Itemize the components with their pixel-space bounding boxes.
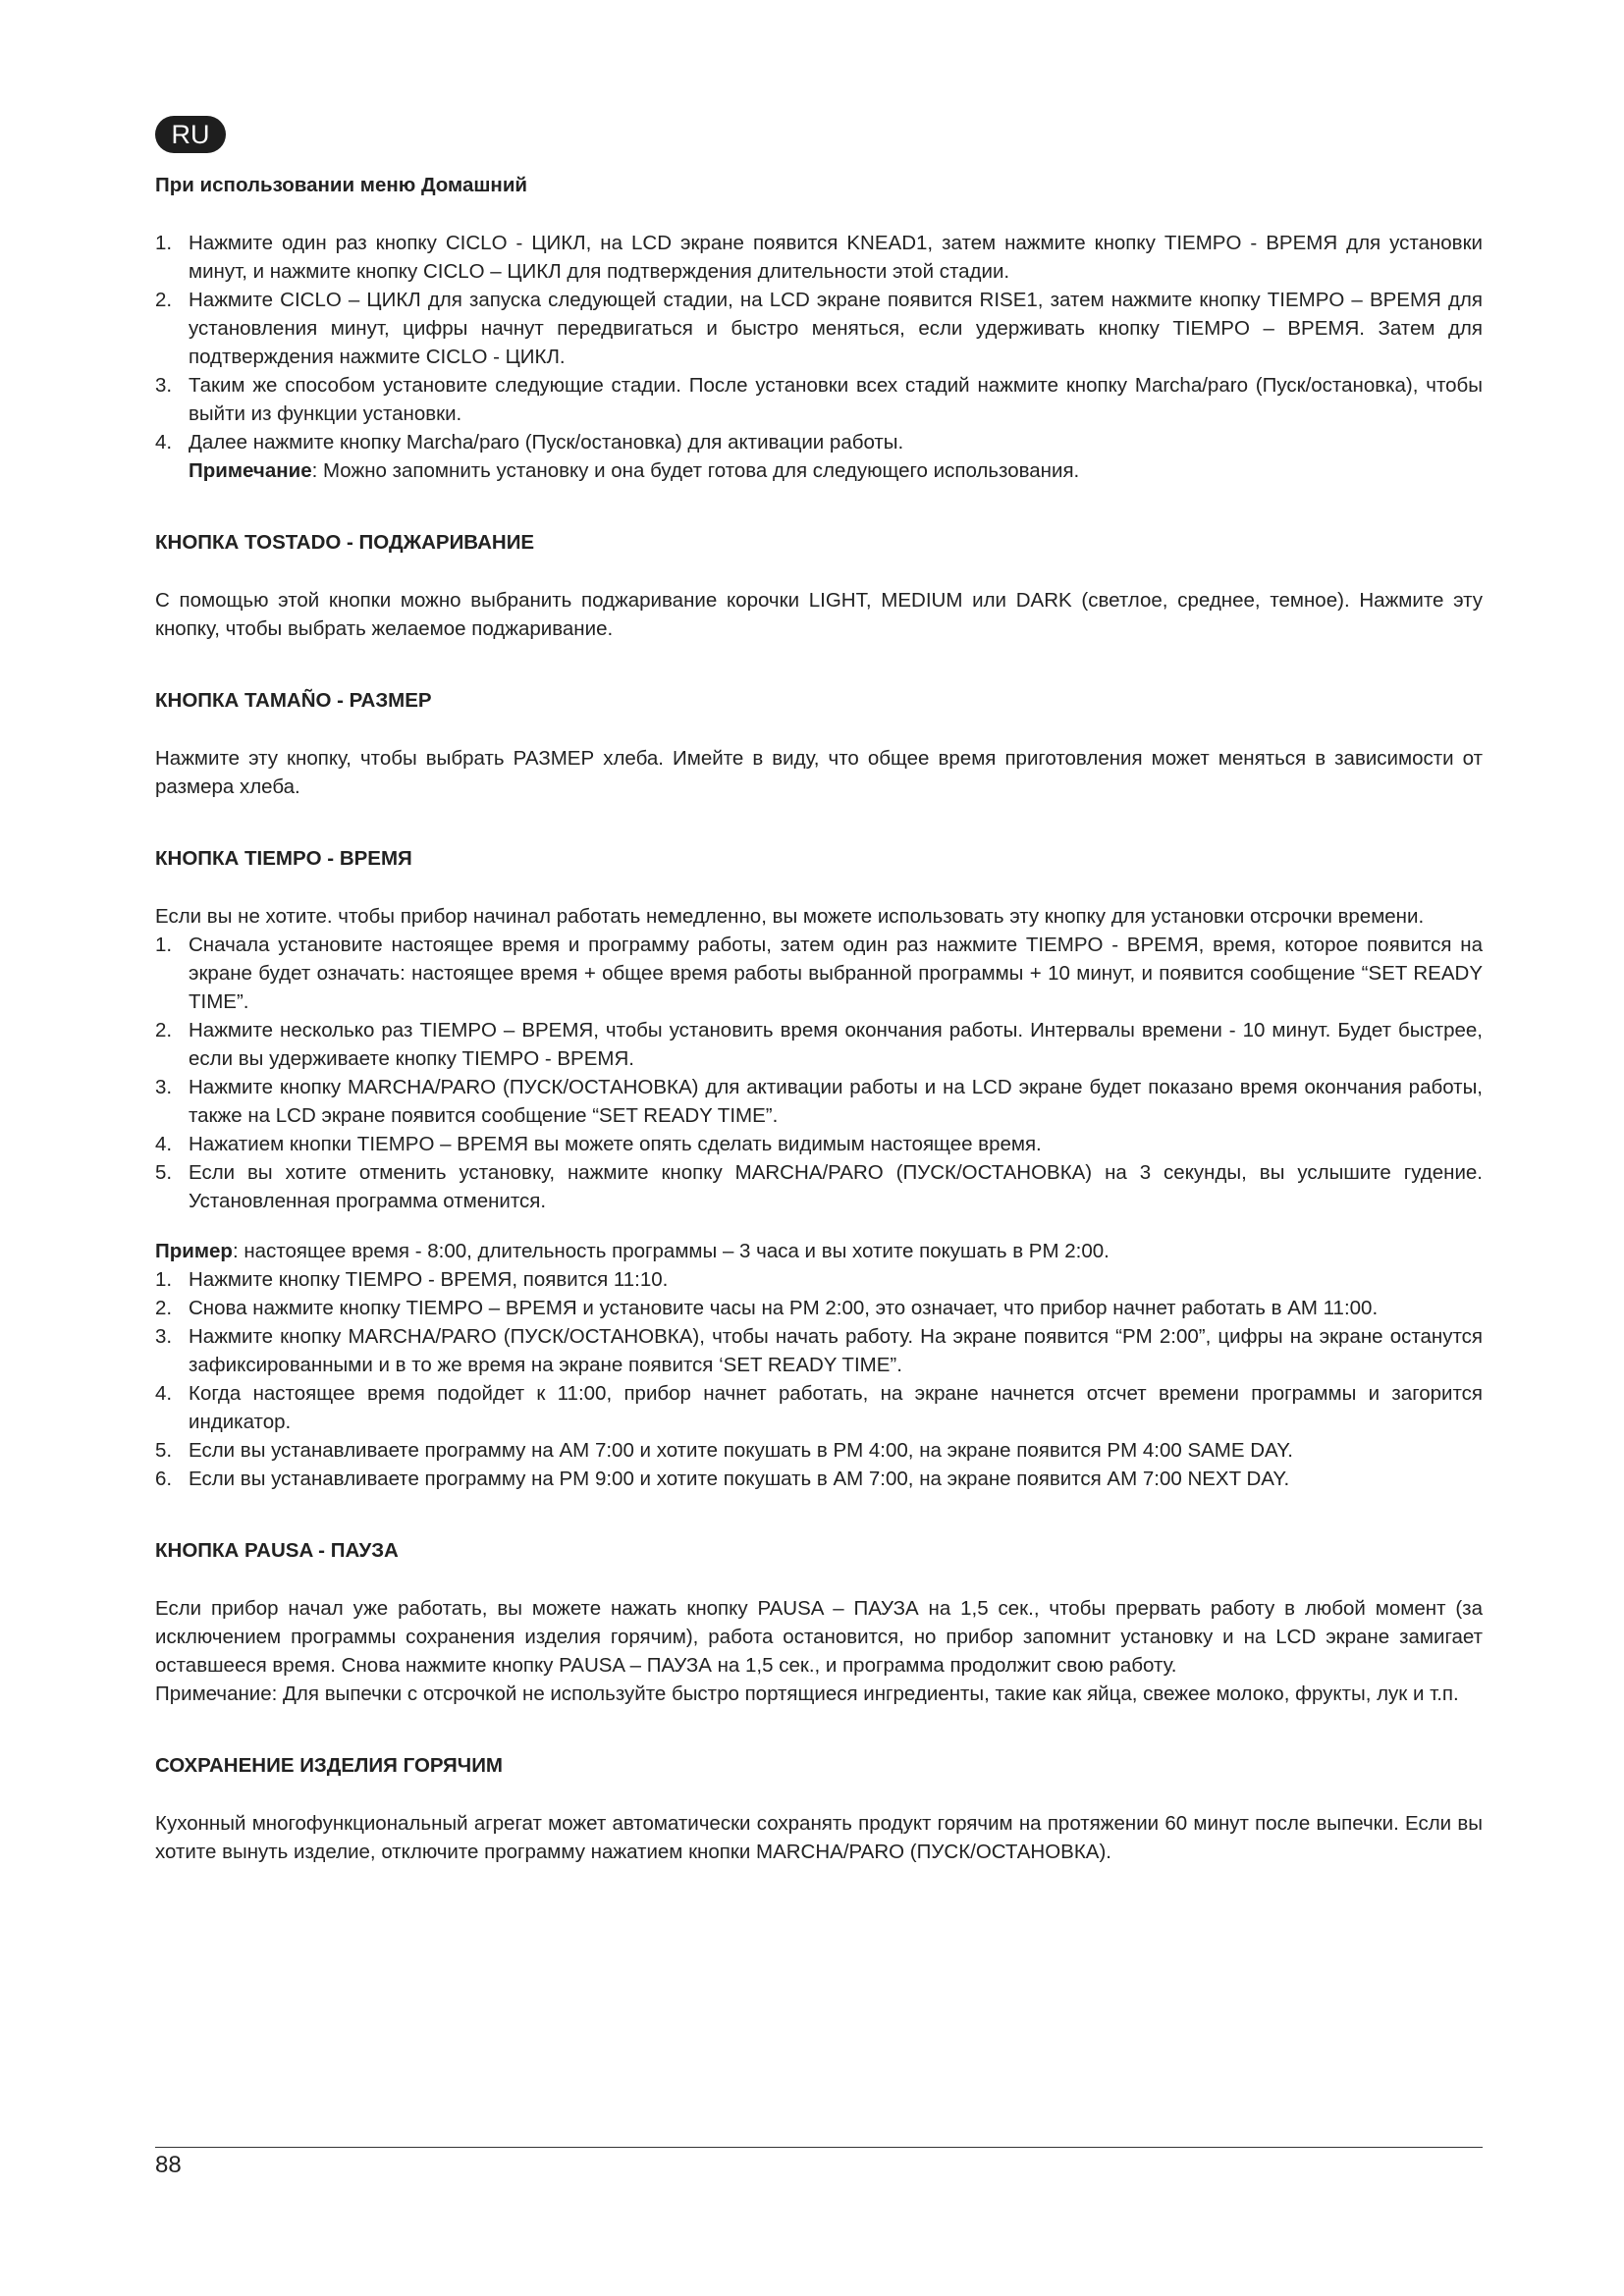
list-item: 3. Нажмите кнопку MARCHA/PARO (ПУСК/ОСТАНОВКА), чтобы начать работу. На экране появится “PM 2:00”, цифры на экране останутся зафиксированными и в то же время на экране появится ‘SET READY TIME”.	[155, 1325, 1483, 1376]
list-item: 2. Снова нажмите кнопку TIEMPO – ВРЕМЯ и установите часы на PM 2:00, это означает, что прибор начнет работать в AM 11:00.	[155, 1297, 1379, 1319]
list-item: 1. Нажмите один раз кнопку CICLO - ЦИКЛ, на LCD экране появится KNEAD1, затем нажмите кнопку TIEMPO - ВРЕМЯ для установки минут, и нажмите кнопку CICLO – ЦИКЛ для подтверждения длительности этой стадии.	[155, 232, 1483, 283]
keep-warm-text: Кухонный многофункциональный агрегат может автоматически сохранять продукт горячим на протяжении 60 минут после выпечки. Если вы хотите вынуть изделие, отключите программу нажатием кнопки MARCHA/PARO (ПУСК/ОСТАНОВКА).	[155, 1812, 1483, 1863]
tostado-heading: КНОПКА TOSTADO - ПОДЖАРИВАНИЕ	[155, 531, 535, 554]
home-menu-heading: При использовании меню Домашний	[155, 174, 528, 196]
tiempo-intro: Если вы не хотите. чтобы прибор начинал работать немедленно, вы можете использовать эту кнопку для установки отсрочки времени.	[155, 905, 1425, 928]
note-label: Примечание	[189, 459, 312, 482]
list-item: 3. Нажмите кнопку MARCHA/PARO (ПУСК/ОСТАНОВКА) для активации работы и на LCD экране будет показано время окончания работы, также на LCD экране появится сообщение “SET READY TIME”.	[155, 1076, 1483, 1127]
tiempo-heading: КНОПКА TIEMPO - ВРЕМЯ	[155, 847, 412, 870]
list-item: 3. Таким же способом установите следующие стадии. После установки всех стадий нажмите кнопку Marcha/paro (Пуск/остановка), чтобы выйти из функции установки.	[155, 374, 1483, 425]
example-text: : настоящее время - 8:00, длительность программы – 3 часа и вы хотите покушать в PM 2:00.	[232, 1240, 1110, 1262]
tiempo-steps	[155, 931, 1483, 1215]
pausa-heading: КНОПКА PAUSA - ПАУЗА	[155, 1539, 399, 1562]
example-steps	[155, 1265, 1483, 1493]
list-item: 5. Если вы хотите отменить установку, нажмите кнопку MARCHA/PARO (ПУСК/ОСТАНОВКА) на 3 секунды, вы услышите гудение. Установленная программа отменится.	[155, 1161, 1483, 1212]
list-item: 6. Если вы устанавливаете программу на PM 9:00 и хотите покушать в AM 7:00, на экране появится AM 7:00 NEXT DAY.	[155, 1468, 1290, 1490]
home-menu-steps	[155, 229, 1483, 456]
tostado-text: С помощью этой кнопки можно выбранить поджаривание корочки LIGHT, MEDIUM или DARK (светлое, среднее, темное). Нажмите эту кнопку, чтобы выбрать желаемое поджаривание.	[155, 589, 1483, 640]
list-item: 1. Сначала установите настоящее время и программу работы, затем один раз нажмите TIEMPO - ВРЕМЯ, время, которое появится на экране будет означать: настоящее время + общее время работы выбранной программы + 10 минут, и появится сообщение “SET READY TIME”.	[155, 934, 1483, 1013]
pausa-text: Если прибор начал уже работать, вы можете нажать кнопку PAUSA – ПАУЗА на 1,5 сек., чтобы прервать работу в любой момент (за исключением программы сохранения изделия горячим), работа остановится, но прибор запомнит установку и на LCD экране замигает оставшееся время. Снова нажмите кнопку PAUSA – ПАУЗА на 1,5 сек., и программа продолжит свою работу.	[155, 1597, 1483, 1677]
list-item: 4. Нажатием кнопки TIEMPO – ВРЕМЯ вы можете опять сделать видимым настоящее время.	[155, 1133, 1042, 1155]
example-label: Пример	[155, 1240, 233, 1262]
document-content	[155, 171, 1483, 1866]
page-number: 88	[155, 2152, 182, 2178]
footer-divider	[155, 2147, 1483, 2148]
list-item: 2. Нажмите CICLO – ЦИКЛ для запуска следующей стадии, на LCD экране появится RISE1, затем нажмите кнопку TIEMPO – ВРЕМЯ для установления минут, цифры начнут передвигаться и быстро меняться, если удерживать кнопку TIEMPO – ВРЕМЯ. Затем для подтверждения нажмите CICLO - ЦИКЛ.	[155, 289, 1483, 368]
list-item: 4. Далее нажмите кнопку Marcha/paro (Пуск/остановка) для активации работы.	[155, 431, 904, 454]
list-item: 4. Когда настоящее время подойдет к 11:00, прибор начнет работать, на экране начнется отсчет времени программы и загорится индикатор.	[155, 1382, 1483, 1433]
tamano-heading: КНОПКА TAMAÑO - РАЗМЕР	[155, 689, 432, 712]
note-text: : Можно запомнить установку и она будет готова для следующего использования.	[311, 459, 1080, 482]
list-item: 2. Нажмите несколько раз TIEMPO – ВРЕМЯ, чтобы установить время окончания работы. Интервалы времени - 10 минут. Будет быстрее, если вы удерживаете кнопку TIEMPO - ВРЕМЯ.	[155, 1019, 1483, 1070]
pausa-note: Примечание: Для выпечки с отсрочкой не используйте быстро портящиеся ингредиенты, такие как яйца, свежее молоко, фрукты, лук и т.п.	[155, 1682, 1459, 1705]
list-item: 1. Нажмите кнопку TIEMPO - ВРЕМЯ, появится 11:10.	[155, 1268, 669, 1291]
tamano-text: Нажмите эту кнопку, чтобы выбрать РАЗМЕР хлеба. Имейте в виду, что общее время приготовления может меняться в зависимости от размера хлеба.	[155, 747, 1483, 798]
language-badge: RU	[155, 116, 226, 153]
list-item: 5. Если вы устанавливаете программу на AM 7:00 и хотите покушать в PM 4:00, на экране появится PM 4:00 SAME DAY.	[155, 1439, 1293, 1462]
keep-warm-heading: СОХРАНЕНИЕ ИЗДЕЛИЯ ГОРЯЧИМ	[155, 1754, 504, 1777]
example-intro	[155, 1237, 1483, 1265]
home-menu-note	[155, 456, 1483, 485]
